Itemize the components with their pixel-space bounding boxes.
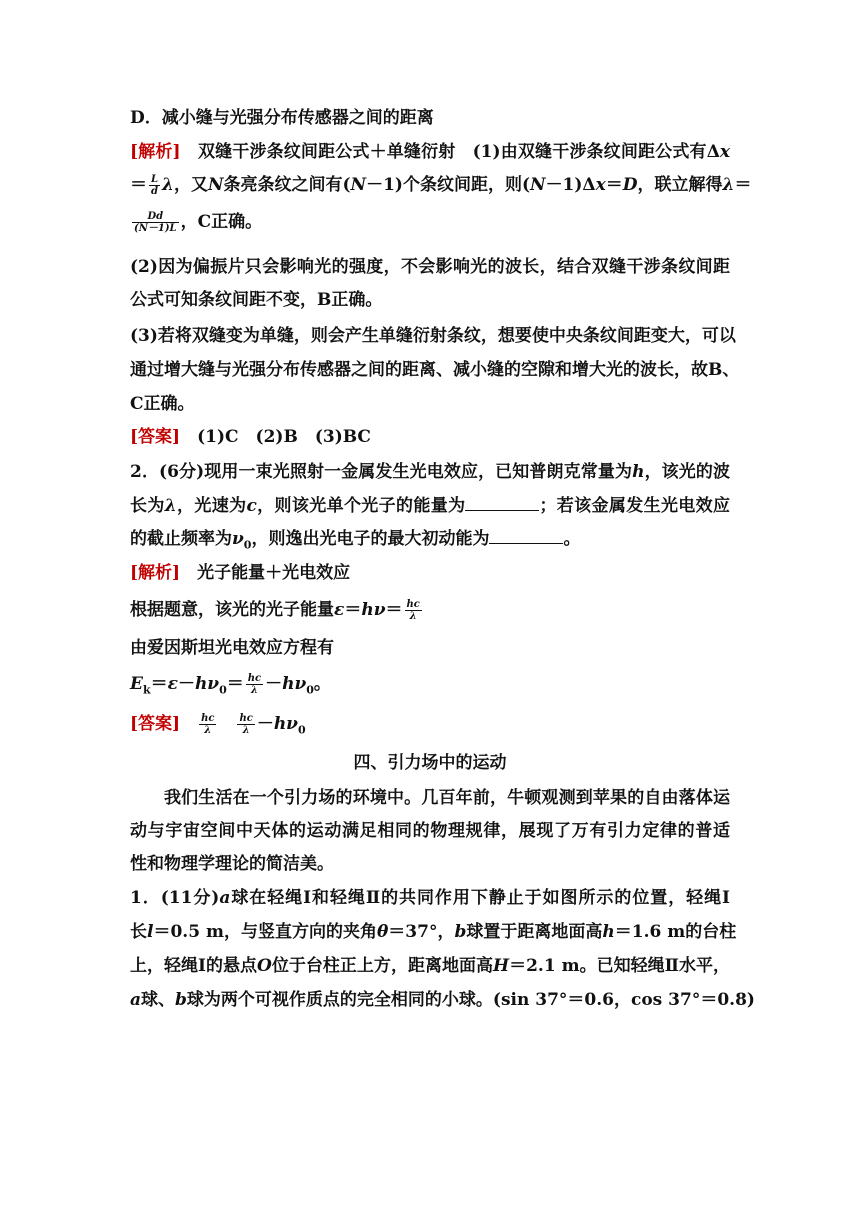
q2-answer: [答案] $\frac{hc}{\lambda}$ $\frac{hc}{\lambda}$ $-h\nu_0$ xyxy=(130,713,306,737)
fraction-hc-over-lambda: $\frac{hc}{\lambda}$ xyxy=(406,599,420,622)
q1-analysis-line2: ＝ $\frac{L}{d}$ λ，又N条亮条纹之间有(N－1)个条纹间距，则(N－1)Δx＝D，联立解得λ＝ xyxy=(130,174,752,197)
option-d: D．减小缝与光强分布传感器之间的距离 xyxy=(130,108,434,128)
q2-analysis-line2: 由爱因斯坦光电效应方程有 xyxy=(130,638,334,658)
q3-line3: 上，轻绳Ⅰ的悬点O位于台柱正上方，距离地面高H＝2.1 m。已知轻绳Ⅱ水平， xyxy=(130,956,731,976)
q3-line4: a球、b球为两个可视作质点的完全相同的小球。(sin 37°＝0.6，cos 37°＝0.8) xyxy=(130,990,755,1010)
section-intro-line3: 性和物理学理论的简洁美。 xyxy=(130,854,334,874)
fraction-l-over-d: $\frac{L}{d}$ xyxy=(151,174,159,197)
section-title: 四、引力场中的运动 xyxy=(353,753,507,773)
q2-analysis-line1: 根据题意，该光的光子能量ε＝hν＝ $\frac{hc}{\lambda}$ xyxy=(130,599,420,622)
section-intro-line2: 动与宇宙空间中天体的运动满足相同的物理规律，展现了万有引力定律的普适 xyxy=(130,821,730,841)
fraction-hc-over-lambda: $\frac{hc}{\lambda}$ xyxy=(201,713,215,736)
fraction-hc-over-lambda: $\frac{hc}{\lambda}$ xyxy=(239,713,253,736)
analysis-tag: [解析] xyxy=(130,142,181,162)
analysis-title: 双缝干涉条纹间距公式＋单缝衍射 xyxy=(197,142,456,162)
q2-line2: 长为λ，光速为c，则该光单个光子的能量为 ；若该金属发生光电效应 xyxy=(130,496,731,516)
q1-analysis-line1: [解析] 双缝干涉条纹间距公式＋单缝衍射 (1)由双缝干涉条纹间距公式有Δx xyxy=(130,142,731,162)
analysis-tag: [解析] xyxy=(130,563,181,583)
q1-analysis-p2-line2: 公式可知条纹间距不变，B正确。 xyxy=(130,290,383,310)
fraction-dd-over-nl: $\frac{Dd}{(N-1)L}$ xyxy=(134,211,177,234)
fraction-hc-over-lambda: $\frac{hc}{\lambda}$ xyxy=(247,673,262,696)
q1-answer: [答案] (1)C (2)B (3)BC xyxy=(130,427,371,447)
q2-line1: 2．(6分)现用一束光照射一金属发生光电效应，已知普朗克常量为h，该光的波 xyxy=(130,462,731,482)
q2-line3: 的截止频率为$\nu_0$，则逸出光电子的最大初动能为 。 xyxy=(130,529,581,552)
q3-line2: 长l＝0.5 m，与竖直方向的夹角θ＝37°，b球置于距离地面高h＝1.6 m的台柱 xyxy=(130,922,737,942)
q1-analysis-p3-line3: C正确。 xyxy=(130,394,195,414)
q1-analysis-p2-line1: (2)因为偏振片只会影响光的强度，不会影响光的波长，结合双缝干涉条纹间距 xyxy=(130,257,730,277)
answer-blank xyxy=(465,494,539,511)
q1-analysis-p3-line2: 通过增大缝与光强分布传感器之间的距离、减小缝的空隙和增大光的波长，故B、 xyxy=(130,360,740,380)
q1-analysis-line3: $\frac{Dd}{(N-1)L}$ ，C正确。 xyxy=(134,211,263,234)
section-intro-line1: 我们生活在一个引力场的环境中。几百年前，牛顿观测到苹果的自由落体运 xyxy=(164,788,730,808)
answer-blank xyxy=(489,527,563,544)
answer-tag: [答案] xyxy=(130,714,181,734)
q1-analysis-p3-line1: (3)若将双缝变为单缝，则会产生单缝衍射条纹，想要使中央条纹间距变大，可以 xyxy=(130,326,736,346)
q2-analysis-title: [解析] 光子能量＋光电效应 xyxy=(130,563,351,583)
q3-line1: 1．(11分)a球在轻绳Ⅰ和轻绳Ⅱ的共同作用下静止于如图所示的位置，轻绳Ⅰ xyxy=(130,888,730,908)
answer-tag: [答案] xyxy=(130,427,181,447)
q2-analysis-line3: $E_k=\varepsilon-h\nu_0=$ $\frac{hc}{\lambda}$ $-h\nu_0$。 xyxy=(130,673,331,697)
